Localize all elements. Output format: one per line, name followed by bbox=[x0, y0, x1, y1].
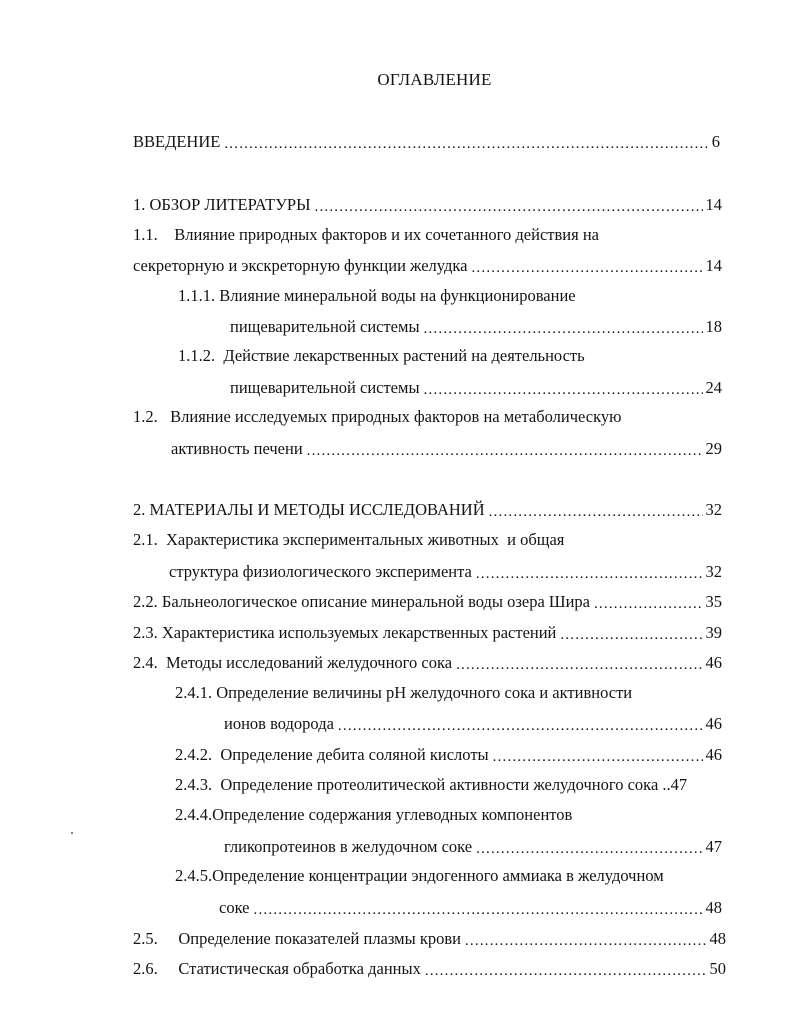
dot-leader bbox=[424, 382, 703, 398]
toc-page-number: 29 bbox=[705, 439, 722, 458]
dot-leader bbox=[594, 596, 703, 612]
toc-entry-1-1-2-line1: 1.1.2. Действие лекарственных растений на деятельность bbox=[178, 346, 585, 365]
toc-entry-1-1-2 bbox=[230, 376, 722, 398]
toc-entry-2-1 bbox=[169, 560, 722, 582]
dot-leader bbox=[476, 566, 703, 582]
scan-speck bbox=[71, 832, 73, 834]
dot-leader bbox=[465, 933, 707, 949]
dot-leader bbox=[489, 504, 703, 520]
toc-entry-1-2 bbox=[171, 437, 722, 459]
toc-page-number: 14 bbox=[705, 195, 722, 214]
toc-entry-text: секреторную и экскреторную функции желудка bbox=[133, 256, 468, 275]
toc-page-number: 18 bbox=[705, 317, 722, 336]
toc-entry-text: пищеварительной системы bbox=[230, 317, 420, 336]
toc-entry-2-4-5-line1: 2.4.5.Определение концентрации эндогенного аммиака в желудочном bbox=[175, 866, 664, 885]
toc-entry-text: 2.4. Методы исследований желудочного сока bbox=[133, 653, 453, 672]
toc-entry-intro bbox=[133, 130, 720, 152]
toc-entry-1-1 bbox=[133, 254, 722, 276]
toc-entry-chapter-1 bbox=[133, 193, 722, 215]
dot-leader bbox=[476, 841, 702, 857]
toc-entry-text: пищеварительной системы bbox=[230, 378, 420, 397]
toc-page-number: 14 bbox=[705, 256, 722, 275]
toc-page-number: 39 bbox=[705, 623, 722, 642]
toc-entry-text: гликопротеинов в желудочном соке bbox=[224, 837, 473, 856]
toc-entry-1-1-line1: 1.1. Влияние природных факторов и их сочетанного действия на bbox=[133, 225, 599, 244]
toc-entry-text: 2.2. Бальнеологическое описание минеральной воды озера Шира bbox=[133, 592, 590, 611]
toc-entry-2-3 bbox=[133, 621, 722, 643]
dot-leader bbox=[560, 627, 702, 643]
toc-page-number: 6 bbox=[711, 132, 720, 151]
toc-entry-text: 2.6. Статистическая обработка данных bbox=[133, 959, 421, 978]
toc-entry-2-5 bbox=[133, 927, 726, 949]
toc-page-number: 48 bbox=[705, 898, 722, 917]
dot-leader bbox=[493, 749, 703, 765]
dot-leader bbox=[471, 260, 702, 276]
toc-entry-text: 2.5. Определение показателей плазмы крови bbox=[133, 929, 461, 948]
toc-entry-text: соке bbox=[219, 898, 250, 917]
toc-entry-2-4-1-line1: 2.4.1. Определение величины pH желудочного сока и активности bbox=[175, 683, 633, 702]
dot-leader bbox=[307, 443, 703, 459]
toc-entry-text: 2.3. Характеристика используемых лекарственных растений bbox=[133, 623, 557, 642]
toc-entry-text: 2.4.2. Определение дебита соляной кислоты bbox=[175, 745, 489, 764]
dot-leader bbox=[224, 136, 708, 152]
dot-leader bbox=[456, 657, 702, 673]
toc-entry-1-1-1 bbox=[230, 315, 722, 337]
dot-leader bbox=[338, 718, 703, 734]
toc-entry-2-2 bbox=[133, 590, 722, 612]
dot-leader bbox=[425, 963, 707, 979]
toc-entry-2-4-5 bbox=[219, 896, 722, 918]
toc-entry-2-6 bbox=[133, 957, 726, 979]
toc-entry-2-4-2 bbox=[175, 743, 722, 765]
toc-entry-chapter-2 bbox=[133, 498, 722, 520]
toc-page-number: 47 bbox=[670, 775, 688, 794]
toc-page-number: 46 bbox=[705, 714, 722, 733]
toc-page-number: 46 bbox=[705, 653, 722, 672]
toc-page-number: 47 bbox=[705, 837, 722, 856]
toc-page-number: 24 bbox=[705, 378, 722, 397]
toc-entry-2-4-4-line1: 2.4.4.Определение содержания углеводных компонентов bbox=[175, 805, 573, 824]
toc-entry-text: активность печени bbox=[171, 439, 303, 458]
dot-leader bbox=[315, 199, 703, 215]
toc-page-number: 48 bbox=[709, 929, 726, 948]
toc-entry-text: ионов водорода bbox=[224, 714, 334, 733]
toc-entry-1-2-line1: 1.2. Влияние исследуемых природных факторов на метаболическую bbox=[133, 407, 622, 426]
toc-entry-2-4 bbox=[133, 651, 722, 673]
toc-entry-2-4-4 bbox=[224, 835, 722, 857]
toc-entry-text: 2. МАТЕРИАЛЫ И МЕТОДЫ ИССЛЕДОВАНИЙ bbox=[133, 500, 485, 519]
toc-page-number: 46 bbox=[705, 745, 722, 764]
dot-leader bbox=[254, 902, 703, 918]
toc-page-number: 50 bbox=[709, 959, 726, 978]
toc-entry-1-1-1-line1: 1.1.1. Влияние минеральной воды на функционирование bbox=[178, 286, 576, 305]
toc-entry-text: структура физиологического эксперимента bbox=[169, 562, 472, 581]
toc-entry-text: 1. ОБЗОР ЛИТЕРАТУРЫ bbox=[133, 195, 311, 214]
toc-entry-2-1-line1: 2.1. Характеристика экспериментальных животных и общая bbox=[133, 530, 565, 549]
toc-entry-text: ВВЕДЕНИЕ bbox=[133, 132, 221, 151]
toc-page-number: 35 bbox=[705, 592, 722, 611]
dot-leader bbox=[424, 321, 703, 337]
toc-entry-2-4-3 bbox=[175, 773, 722, 795]
page-title: ОГЛАВЛЕНИЕ bbox=[377, 70, 492, 89]
toc-entry-2-4-1 bbox=[224, 712, 722, 734]
toc-page-number: 32 bbox=[705, 562, 722, 581]
toc-page-number: 32 bbox=[705, 500, 722, 519]
toc-entry-text: 2.4.3. Определение протеолитической активности желудочного сока .. bbox=[175, 775, 671, 794]
